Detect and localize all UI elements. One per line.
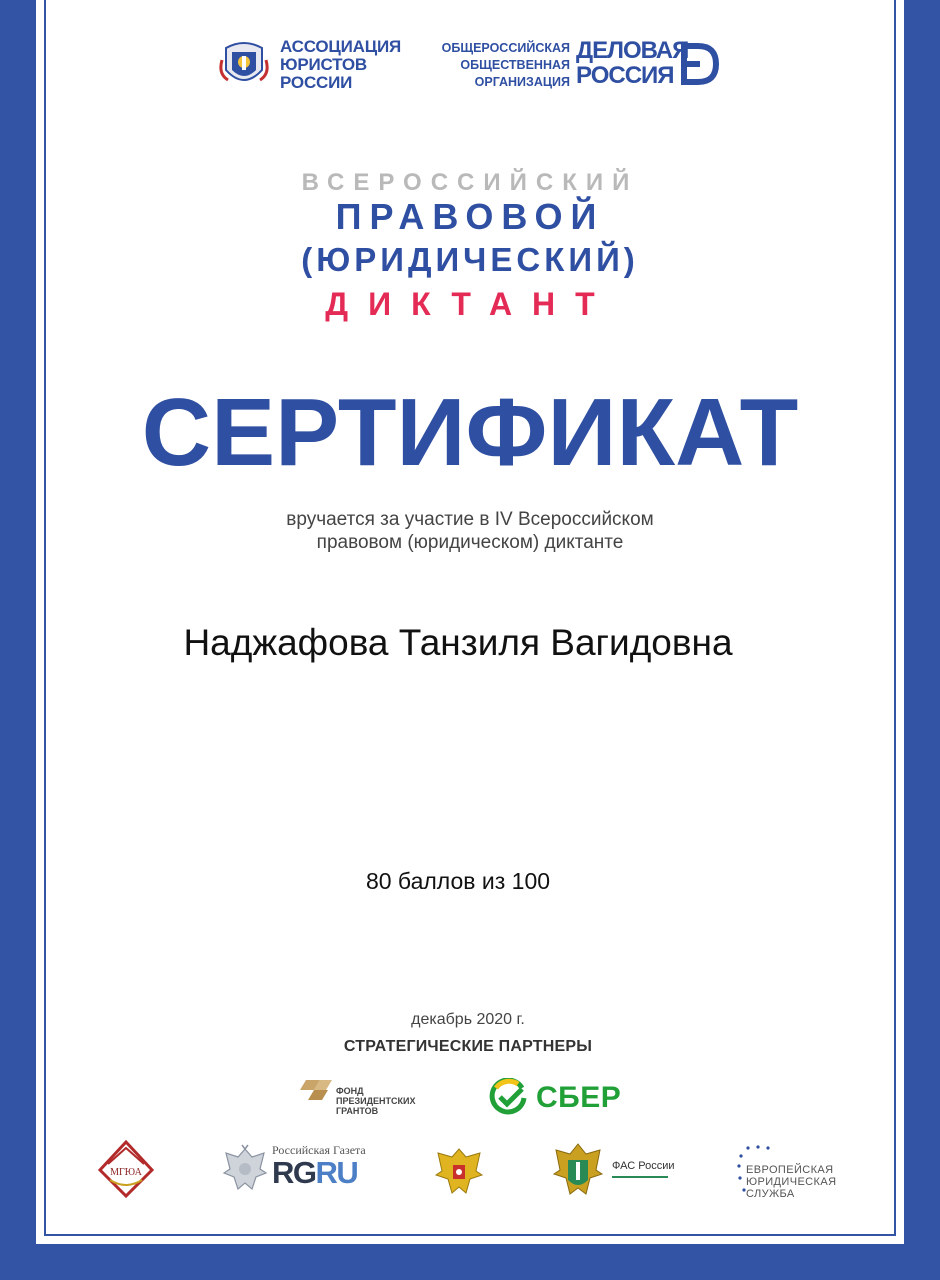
rg-wordmark: [272, 1156, 357, 1190]
fpg-line-2: ПРЕЗИДЕНТСКИХ: [336, 1096, 416, 1106]
rg-small-label: Российская Газета: [272, 1143, 366, 1157]
issue-date: декабрь 2020 г.: [411, 1011, 525, 1028]
dr-small-line-2: ОБЩЕСТВЕННАЯ: [460, 58, 570, 72]
fas-underline: [612, 1176, 668, 1178]
eus-line-2: ЮРИДИЧЕСКАЯ: [746, 1176, 837, 1188]
mgua-label: МГЮА: [110, 1167, 142, 1178]
fpg-line-3: ГРАНТОВ: [336, 1106, 379, 1116]
ministry-eagle-icon: [432, 1143, 486, 1197]
dr-big-line-2: РОССИЯ: [576, 62, 674, 89]
dr-small-line-3: ОРГАНИЗАЦИЯ: [474, 75, 570, 89]
mgua-emblem-icon: [96, 1140, 156, 1198]
fpg-line-1: ФОНД: [336, 1086, 364, 1096]
alr-line-2: ЮРИСТОВ: [280, 55, 368, 74]
dictation-line-1: ВСЕРОССИЙСКИЙ: [301, 169, 639, 196]
eus-logo: [736, 1144, 856, 1200]
alr-line-1: АССОЦИАЦИЯ: [280, 37, 401, 56]
dr-big-line-1: ДЕЛОВАЯ: [576, 37, 689, 64]
alr-logo: [218, 38, 418, 94]
fpg-logo: [300, 1078, 430, 1122]
recipient-name: Наджафова Танзиля Вагидовна: [183, 622, 733, 663]
rg-logo: [222, 1143, 372, 1193]
fas-emblem-icon: [552, 1140, 604, 1200]
alr-line-3: РОССИИ: [280, 73, 353, 92]
dr-d-mark-icon: [680, 42, 720, 86]
certificate-subtitle-line-1: вручается за участие в IV Всероссийском: [286, 509, 654, 530]
rg-wordmark-part-2: RU: [315, 1155, 358, 1190]
alr-emblem-icon: [218, 40, 270, 90]
dr-small-line-1: ОБЩЕРОССИЙСКАЯ: [441, 41, 570, 55]
sber-wordmark: СБЕР: [536, 1081, 622, 1114]
delovaya-rossiya-logo: [440, 38, 730, 94]
fpg-mark-icon: [300, 1080, 332, 1108]
dictation-line-3: (ЮРИДИЧЕСКИЙ): [301, 241, 639, 278]
fas-logo: [552, 1140, 682, 1200]
sber-mark-icon: [488, 1078, 528, 1118]
double-eagle-icon: [222, 1143, 268, 1193]
dictation-line-2: ПРАВОВОЙ: [335, 196, 605, 237]
certificate-subtitle-line-2: правовом (юридическом) диктанте: [316, 532, 624, 553]
fas-label: ФАС России: [612, 1160, 675, 1172]
eus-line-3: СЛУЖБА: [746, 1188, 795, 1200]
score: 80 баллов из 100: [365, 868, 551, 894]
dictation-line-4: ДИКТАНТ: [325, 286, 615, 322]
dictation-title: [240, 170, 700, 326]
eus-line-1: ЕВРОПЕЙСКАЯ: [746, 1164, 834, 1176]
rg-wordmark-part-1: RG: [272, 1155, 316, 1190]
partners-heading: СТРАТЕГИЧЕСКИЕ ПАРТНЕРЫ: [343, 1038, 593, 1055]
certificate-subtitle: [120, 508, 820, 554]
sber-logo: [488, 1078, 638, 1118]
certificate-title: СЕРТИФИКАТ: [141, 379, 799, 486]
